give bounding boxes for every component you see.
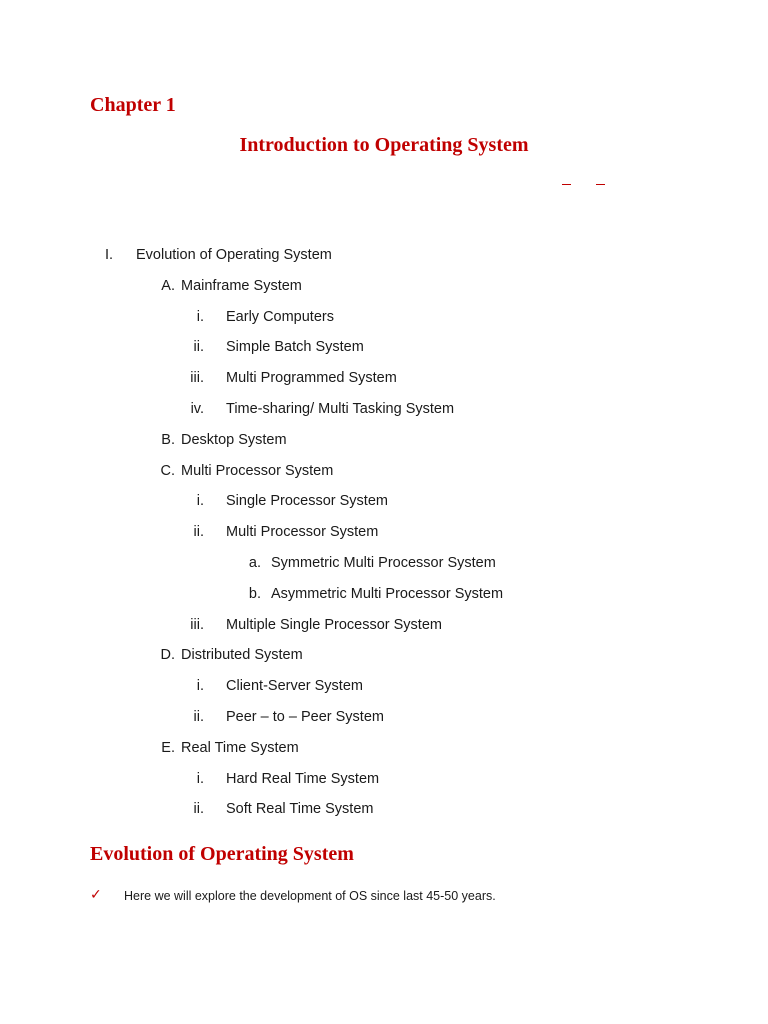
outline-item: [0, 430, 768, 461]
outline-item-text: Multi Processor System: [226, 524, 379, 541]
outline-item-text: Evolution of Operating System: [136, 247, 332, 263]
outline-item: [0, 307, 768, 338]
outline-item-number: A.: [161, 277, 175, 294]
outline-item-number: B.: [161, 431, 175, 448]
outline-item-number: i.: [196, 678, 204, 695]
outline-item-text: Soft Real Time System: [226, 801, 374, 818]
outline-item-number: E.: [161, 739, 175, 756]
outline-item-number: ii.: [193, 801, 204, 818]
outline-item: [0, 245, 768, 276]
outline-item-number: i.: [196, 493, 204, 510]
outline-item-text: Symmetric Multi Processor System: [271, 554, 496, 571]
outline-item-number: ii.: [193, 339, 204, 356]
outline-item-text: Multi Processor System: [181, 462, 334, 479]
outline-item-number: D.: [160, 647, 175, 664]
outline-item-text: Hard Real Time System: [226, 770, 380, 787]
outline-item: [0, 769, 768, 800]
outline-item: [0, 276, 768, 307]
section-heading: Evolution of Operating System: [90, 843, 354, 865]
outline-item: [0, 799, 768, 830]
outline-item-text: Mainframe System: [181, 277, 302, 294]
page-title: Introduction to Operating System: [239, 134, 529, 156]
outline-item-number: i.: [196, 770, 204, 787]
outline-item-text: Client-Server System: [226, 678, 363, 695]
outline-item: [0, 615, 768, 646]
outline-item: [0, 522, 768, 553]
outline-item-number: i.: [196, 308, 204, 325]
outline-item: [0, 676, 768, 707]
outline-item-text: Early Computers: [226, 308, 334, 325]
outline-item-text: Simple Batch System: [226, 339, 364, 356]
outline-item-number: I.: [104, 247, 113, 263]
outline-item-text: Single Processor System: [226, 493, 388, 510]
outline-item-text: Time-sharing/ Multi Tasking System: [226, 400, 455, 417]
outline-item-text: Distributed System: [181, 647, 303, 664]
outline-item-number: iv.: [190, 400, 204, 417]
outline-item-number: a.: [248, 554, 261, 571]
outline-item: [0, 368, 768, 399]
outline-item: [0, 399, 768, 430]
outline-item: [0, 337, 768, 368]
outline-item-text: Peer – to – Peer System: [226, 708, 384, 725]
outline-item: [0, 584, 768, 615]
decorative-dash: [562, 184, 571, 185]
outline-item: [0, 491, 768, 522]
outline-item-number: C.: [160, 462, 175, 479]
outline-item: [0, 738, 768, 769]
outline-item-text: Multi Programmed System: [226, 370, 397, 387]
outline-item: [0, 645, 768, 676]
outline-item: [0, 461, 768, 492]
outline-item-text: Asymmetric Multi Processor System: [271, 585, 504, 602]
table-of-contents: [0, 245, 768, 830]
outline-item-number: iii.: [190, 370, 204, 387]
bullet-text: Here we will explore the development of OS since last 45-50 years.: [124, 889, 496, 903]
outline-item-number: b.: [248, 585, 261, 602]
outline-item: [0, 553, 768, 584]
outline-item-number: ii.: [193, 524, 204, 541]
decorative-dash: [596, 184, 605, 185]
chapter-label: Chapter 1: [90, 94, 176, 116]
checkmark-icon: ✓: [90, 886, 102, 902]
outline-item-text: Desktop System: [181, 431, 287, 448]
outline-item-number: ii.: [193, 708, 204, 725]
outline-item-number: iii.: [190, 616, 204, 633]
outline-item-text: Multiple Single Processor System: [226, 616, 442, 633]
outline-item: [0, 707, 768, 738]
outline-item-text: Real Time System: [181, 739, 299, 756]
